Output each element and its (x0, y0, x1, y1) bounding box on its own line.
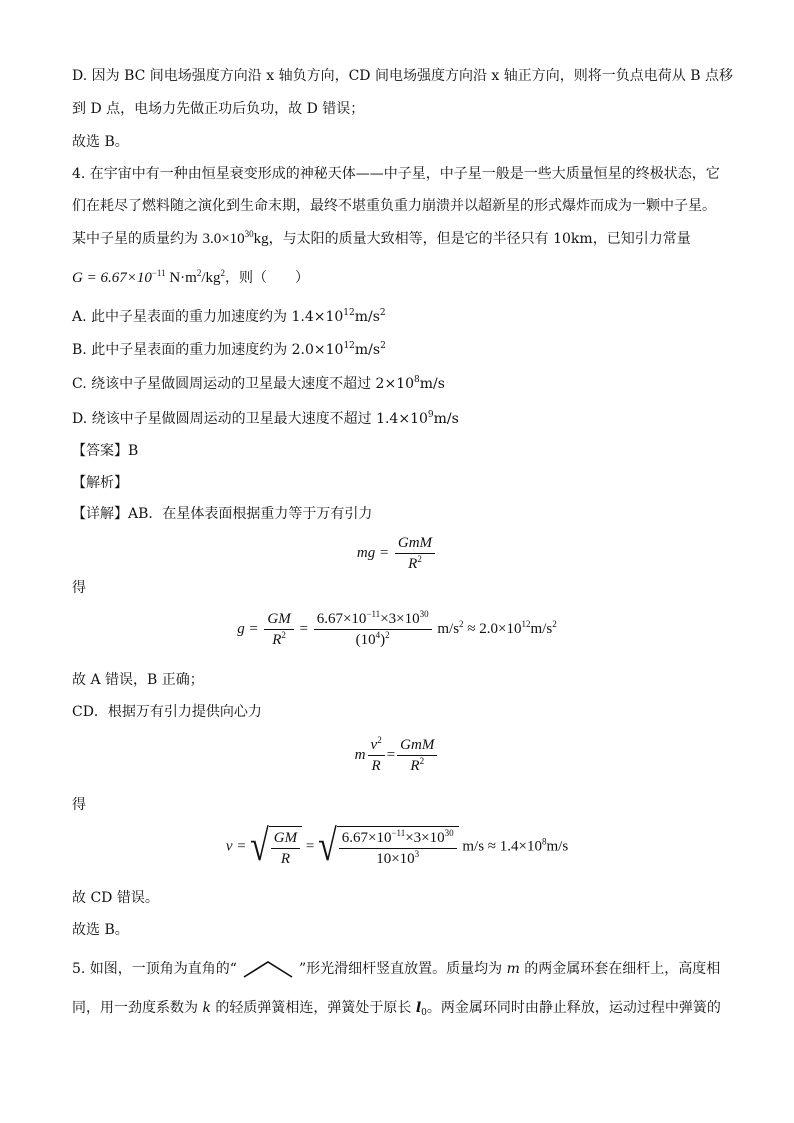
question-5-line: 5. 如图，一顶角为直角的“ ”形光滑细杆竖直放置。质量均为 m 的两金属环套在细杆上，高度相 (72, 961, 721, 977)
text-line: 得 (72, 580, 86, 596)
text-line: 到 D 点，电场力先做正功后负功，故 D 错误； (72, 101, 365, 117)
text-line: 故 A 错误，B 正确； (72, 672, 204, 688)
gravitational-constant: $G = 6.67\times 10^{-11}$ $N\cdot m^2/kg^2$ (72, 268, 225, 286)
answer-tag: 【答案】 (72, 443, 128, 459)
equation-v-value: v = √ $\frac{GM}{R}$ = √ $\frac{6.67\times 10^{-11}\times 3\times 10^{30}}{10\times 10^3}$ $m/s \approx 1.4\times 10^8m/s$ (225, 822, 569, 871)
analysis-tag: 【解析】 (72, 475, 128, 491)
question-4-line: 们在耗尽了燃料随之演化到生命末期，最终不堪重负重力崩溃并以超新星的形式爆炸而成为一颗中子星。 (72, 198, 716, 214)
text-line: 得 (72, 797, 86, 813)
text: ，则（ ） (225, 270, 309, 286)
option-d: D. 绕该中子星做圆周运动的卫星最大速度不超过 $1.4\times 10^9m/s$ (72, 410, 459, 427)
text: ，与太阳的质量大致相等，但是它的半径只有 10km，已知引力常量 (268, 231, 691, 247)
option-c: C. 绕该中子星做圆周运动的卫星最大速度不超过 $2\times 10^8m/s$ (72, 375, 445, 392)
mass-value: $3.0\times 10^{30}kg$ (202, 229, 269, 247)
text-line: 故 CD 错误。 (72, 890, 159, 906)
answer-line (72, 441, 138, 461)
detail-tag: 【详解】 (72, 506, 128, 522)
question-4-line: 4. 在宇宙中有一种由恒星衰变形成的神秘天体——中子星，中子星一般是一些大质量恒星的终极状态，它 (72, 166, 720, 182)
inverted-v-rod-icon (241, 959, 295, 979)
detail-line: 【详解】AB．在星体表面根据重力等于万有引力 (72, 506, 373, 522)
text-line: D. 因为 BC 间电场强度方向沿 x 轴负方向，CD 间电场强度方向沿 x 轴正方向，则将一负点电荷从 B 点移 (72, 68, 733, 84)
equation-gravity: mg = $\frac{\text{GmM}}{R^2}$ (0, 534, 794, 573)
question-4-line (72, 229, 691, 249)
equation-g-value: g = $\frac{GM}{R^2}$ = $\frac{6.67\times 10^{-11}\times 3\times 10^{30}}{(10^4)^2}$ $m/s^2 \approx 2.0\times 10^{12}m/s^2$ (237, 609, 557, 648)
equation-centripetal: m $\frac{v^2}{R}$ = $\frac{\text{GmM}}{R^2}$ (0, 736, 794, 775)
question-4-line (72, 268, 309, 288)
question-5-line: 同，用一劲度系数为 k 的轻质弹簧相连，弹簧处于原长 $l_0$。两金属环同时由静止释放，运动过程中弹簧的 (72, 1000, 721, 1018)
option-a: A. 此中子星表面的重力加速度约为 $1.4\times 10^{12}m/s^2$ (72, 308, 386, 325)
text-line: 故选 B。 (72, 134, 129, 150)
text-line: CD．根据万有引力提供向心力 (72, 704, 262, 720)
option-b: B. 此中子星表面的重力加速度约为 $2.0\times 10^{12}m/s^2$ (72, 341, 386, 358)
text: 某中子星的质量约为 (72, 231, 203, 247)
text-line: 故选 B。 (72, 922, 129, 938)
answer-value: B (128, 443, 139, 459)
